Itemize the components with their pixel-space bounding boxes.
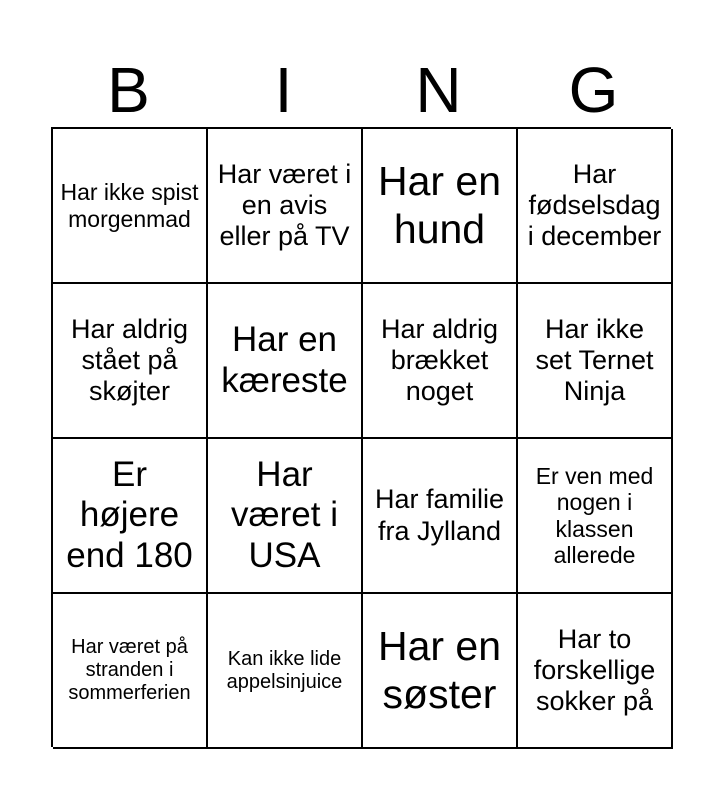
bingo-cell[interactable] xyxy=(208,594,363,749)
cell-label: Har været i USA xyxy=(231,455,338,575)
cell-label: Har ikke set Ternet Ninja xyxy=(535,313,654,407)
bingo-cell[interactable] xyxy=(363,129,518,284)
cell-label: Har fødselsdag i december xyxy=(527,158,662,252)
bingo-cell[interactable] xyxy=(53,594,208,749)
bingo-cell[interactable] xyxy=(363,594,518,749)
cell-label: Har ikke spist morgenmad xyxy=(60,179,199,232)
header-letter-b: B xyxy=(107,54,150,126)
cell-label: Har aldrig stået på skøjter xyxy=(70,313,189,407)
bingo-cell[interactable] xyxy=(518,594,673,749)
bingo-cell[interactable] xyxy=(363,284,518,439)
cell-label: Kan ikke lide appelsinjuice xyxy=(226,647,343,693)
bingo-cell[interactable] xyxy=(208,129,363,284)
header-letter-n: N xyxy=(415,54,462,126)
bingo-board xyxy=(51,127,671,747)
cell-label: Har været på stranden i sommerferien xyxy=(68,636,191,704)
cell-label: Har en kæreste xyxy=(221,320,348,400)
cell-label: Er ven med nogen i klassen allerede xyxy=(535,462,654,568)
cell-label: Har to forskellige sokker på xyxy=(533,623,656,717)
bingo-cell[interactable] xyxy=(518,439,673,594)
bingo-cell[interactable] xyxy=(53,439,208,594)
bingo-cell[interactable] xyxy=(363,439,518,594)
cell-label: Er højere end 180 xyxy=(66,455,193,575)
bingo-cell[interactable] xyxy=(518,129,673,284)
cell-label: Har aldrig brækket noget xyxy=(380,313,499,407)
cell-label: Har en hund xyxy=(377,158,502,252)
bingo-header xyxy=(51,52,671,128)
bingo-cell[interactable] xyxy=(518,284,673,439)
header-letter-i: I xyxy=(274,54,293,126)
cell-label: Har familie fra Jylland xyxy=(374,484,505,546)
bingo-cell[interactable] xyxy=(208,439,363,594)
header-letter-g: G xyxy=(568,54,619,126)
cell-label: Har en søster xyxy=(377,623,502,717)
bingo-cell[interactable] xyxy=(53,284,208,439)
bingo-cell[interactable] xyxy=(53,129,208,284)
cell-label: Har været i en avis eller på TV xyxy=(217,158,352,252)
bingo-cell[interactable] xyxy=(208,284,363,439)
